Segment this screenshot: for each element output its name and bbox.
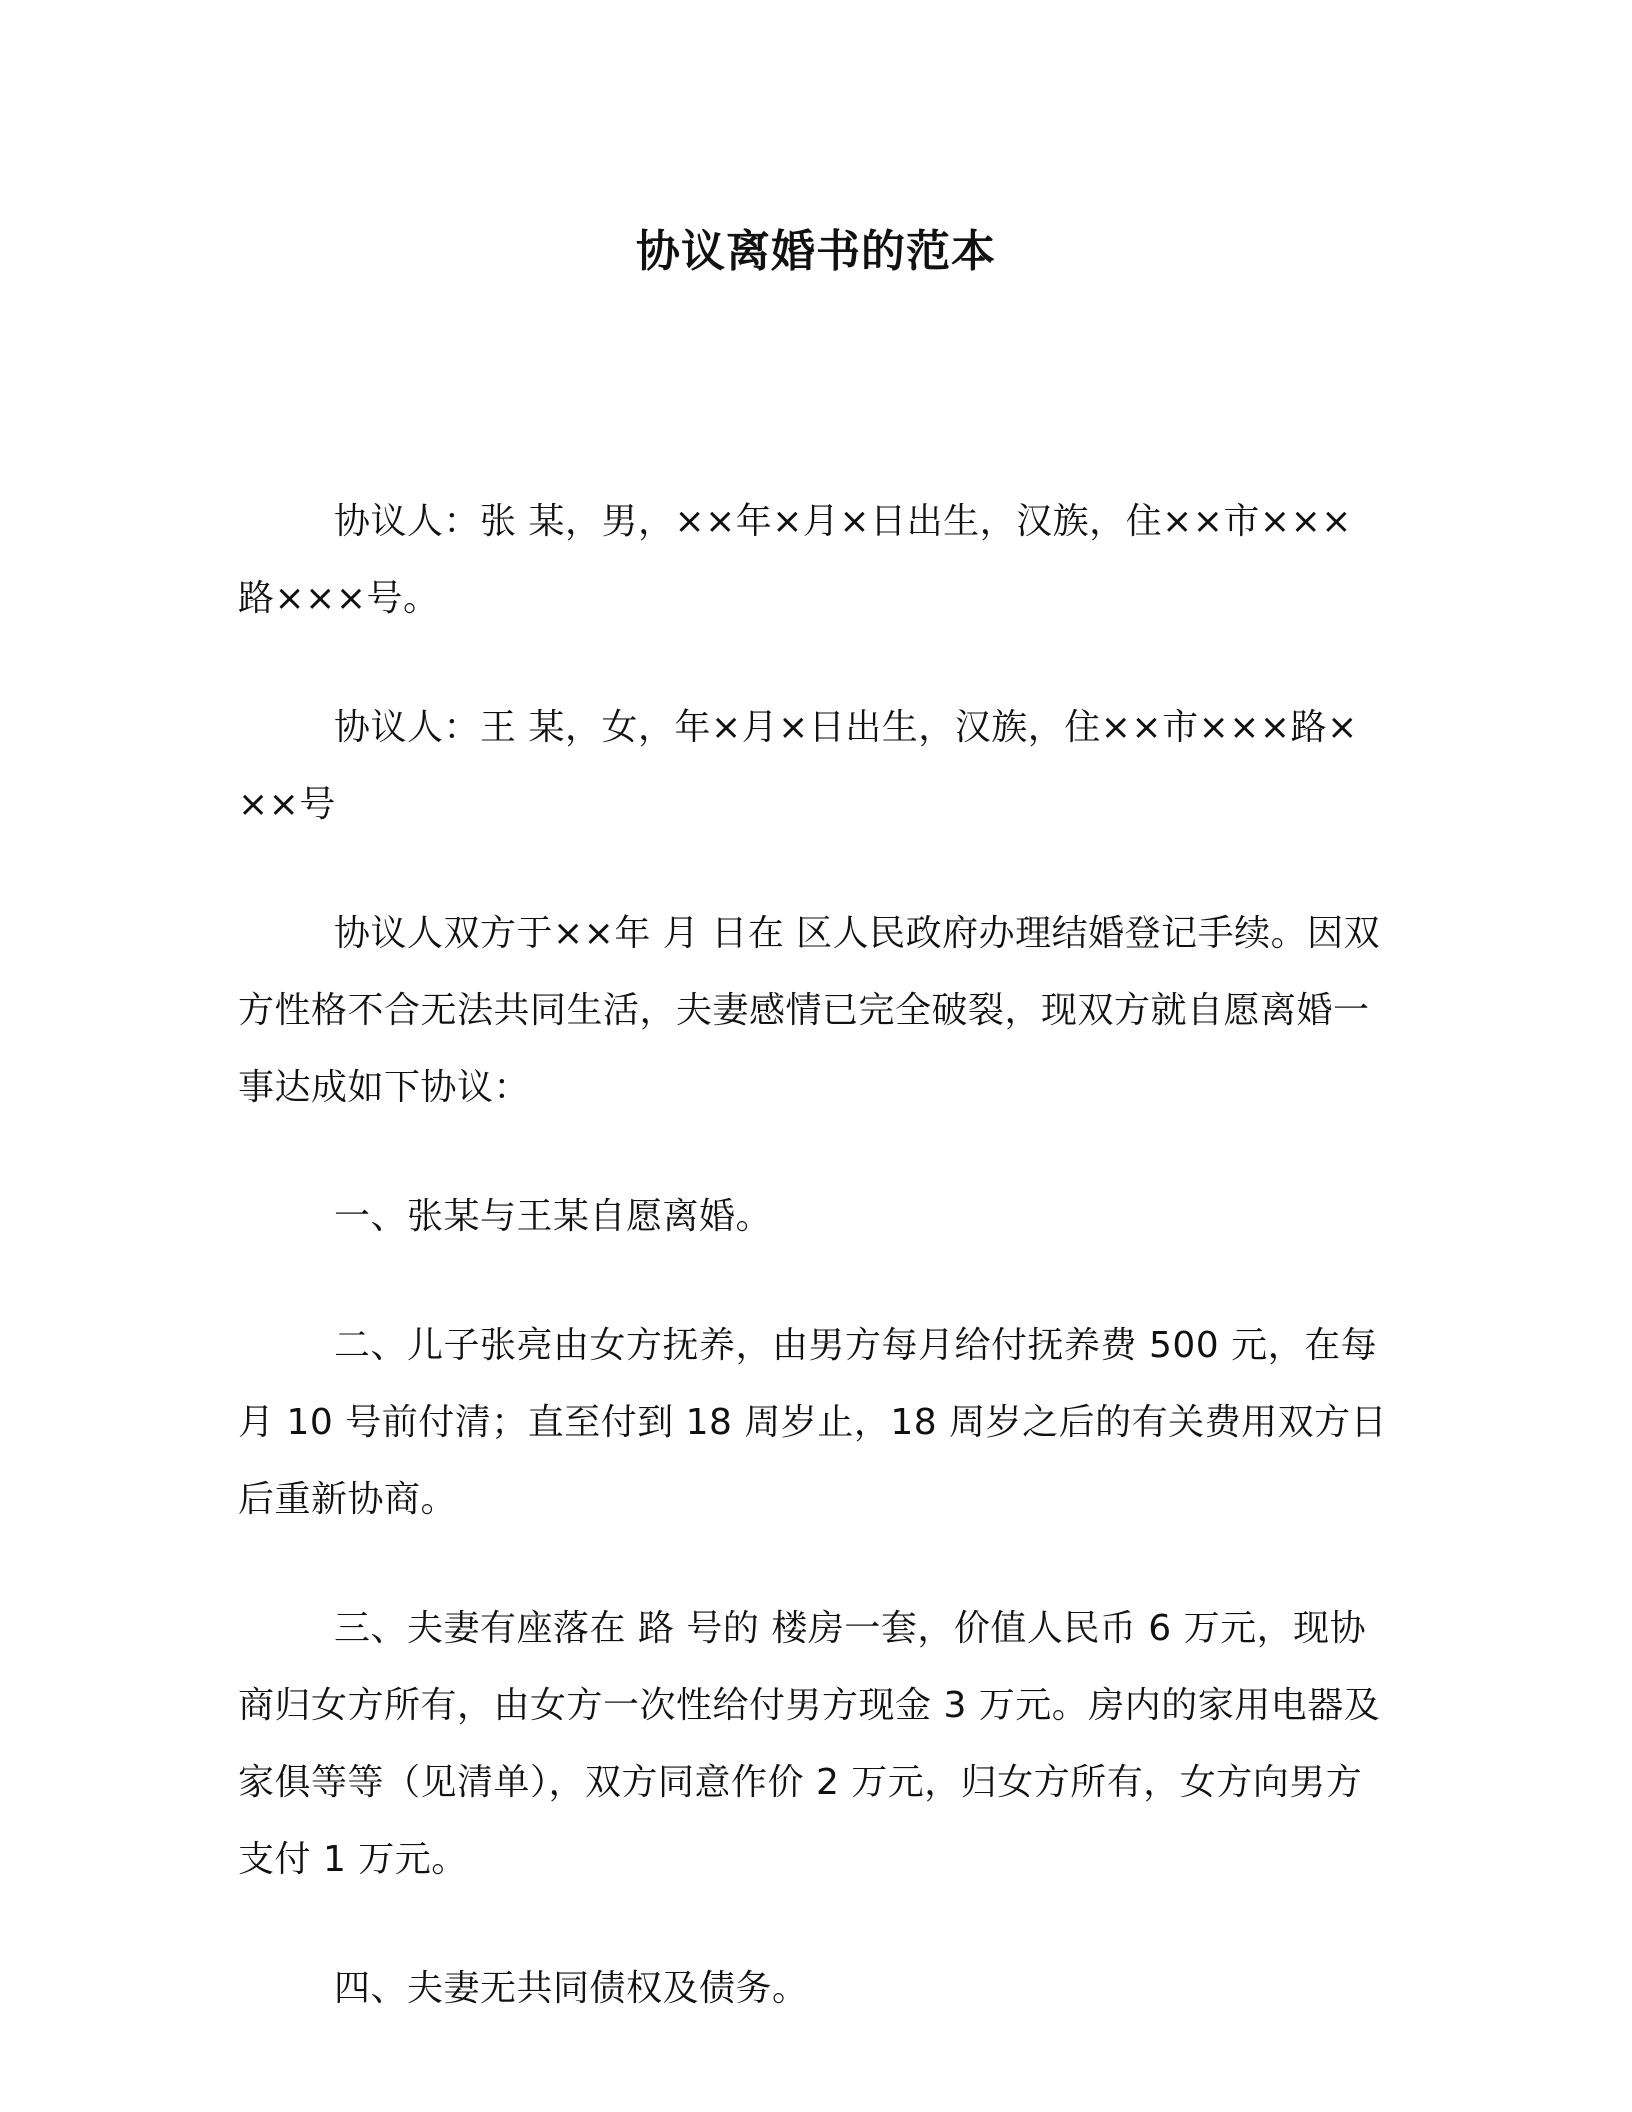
clause-one-divorce: 一、张某与王某自愿离婚。	[334, 1196, 773, 1237]
document-title: 协议离婚书的范本	[636, 226, 996, 277]
paragraph-party-female: 协议人：王 某，女，年×月×日出生，汉族，住××市×××路×××号	[238, 707, 1358, 825]
paragraph-preamble: 协议人双方于××年 月 日在 区人民政府办理结婚登记手续。因双方性格不合无法共同生活，夫妻感情已完全破裂，现双方就自愿离婚一事达成如下协议：	[238, 913, 1381, 1108]
clause-four-debts: 四、夫妻无共同债权及债务。	[334, 1968, 809, 2009]
paragraph-party-male: 协议人：张 某，男，××年×月×日出生，汉族，住××市×××路×××号。	[238, 501, 1352, 619]
clause-two-child-support: 二、儿子张亮由女方抚养，由男方每月给付抚养费 500 元，在每月 10 号前付清；直至付到 18 周岁止，18 周岁之后的有关费用双方日后重新协商。	[238, 1325, 1388, 1520]
document-body	[238, 483, 1388, 2079]
clause-three-property: 三、夫妻有座落在 路 号的 楼房一套，价值人民币 6 万元，现协商归女方所有，由女方一次性给付男方现金 3 万元。房内的家用电器及家俱等等（见清单），双方同意作价 2 万元，归女方所有，女方向男方支付 1 万元。	[238, 1608, 1381, 1880]
